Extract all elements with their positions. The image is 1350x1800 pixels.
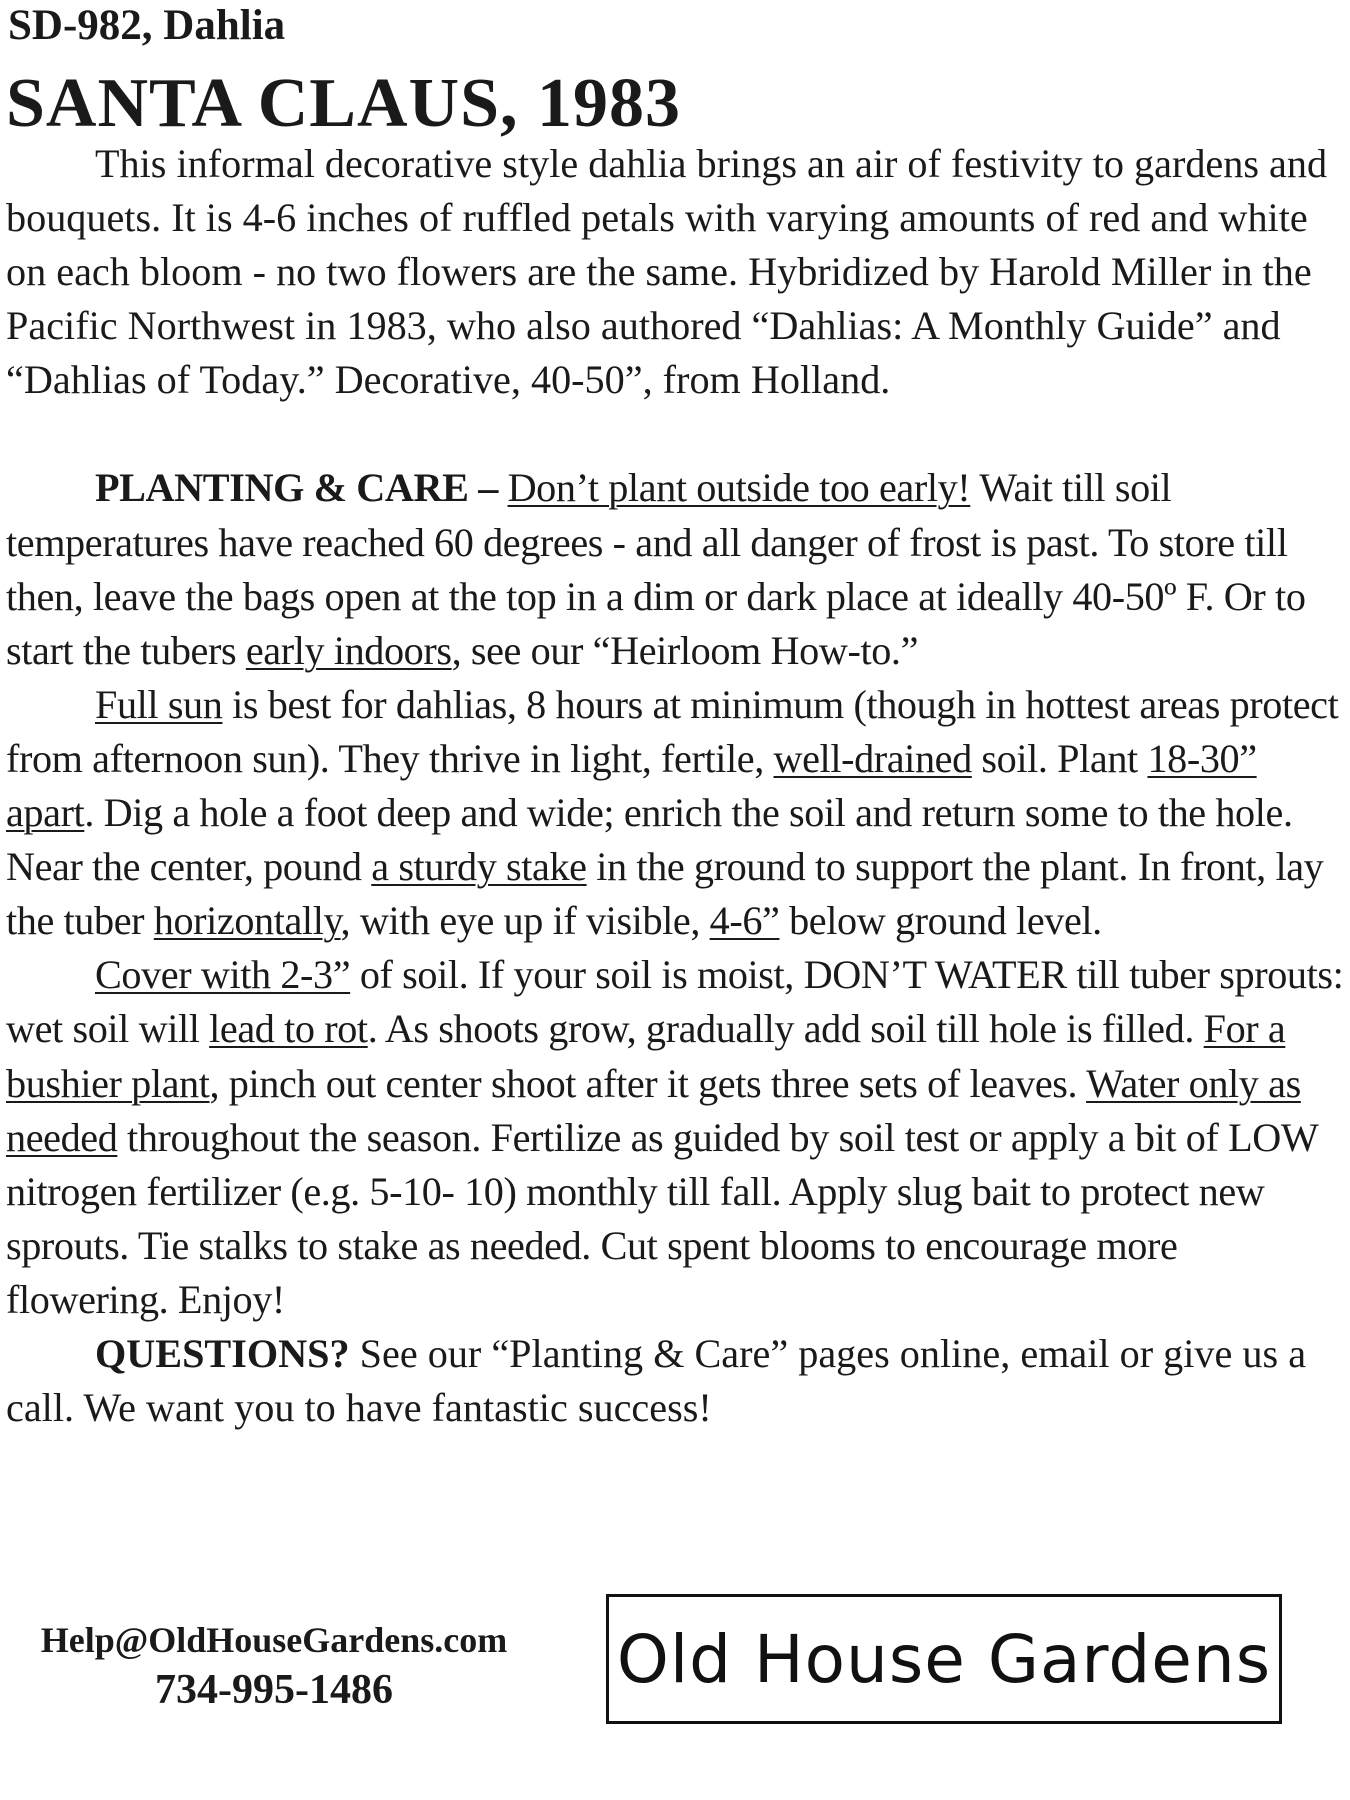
sun-paragraph — [6, 678, 1346, 948]
description-body — [6, 137, 1346, 1435]
cover-term: Cover with 2-3” — [95, 952, 351, 998]
questions-text: See our “Planting & Care” pages online, email or give us a call. We want you to have fantastic success! — [6, 1330, 1307, 1431]
planting-text-2: , see our “Heirloom How-to.” — [451, 627, 919, 673]
planting-paragraph — [6, 461, 1346, 677]
questions-paragraph — [6, 1327, 1346, 1435]
cover-text-2: . As shoots grow, gradually add soil till hole is filled. — [367, 1006, 1204, 1052]
intro-paragraph — [6, 137, 1346, 407]
sun-text-5: , with eye up if visible, — [340, 898, 710, 944]
cover-text-4: throughout the season. Fertilize as guided by soil test or apply a bit of LOW nitrogen fertilizer (e.g. 5-10- 10) monthly till fall. Apply slug bait to protect new sprouts. Tie stalks to stake as needed. Cut spent blooms to encourage more flowering. Enjoy! — [6, 1114, 1318, 1322]
intro-text: This informal decorative style dahlia brings an air of festivity to gardens and bouquets. It is 4-6 inches of ruffled petals with varying amounts of red and white on each bloom - no two flowers are the same. Hybridized by Harold Miller in the Pacific Northwest in 1983, who also authored “Dahlias: A Monthly Guide” and “Dahlias of Today.” Decorative, 40-50”, from Holland. — [6, 141, 1328, 403]
cover-text-3: , pinch out center shoot after it gets three sets of leaves. — [209, 1060, 1087, 1106]
cover-paragraph — [6, 948, 1346, 1327]
rot-term: lead to rot — [209, 1006, 368, 1052]
brand-logo-text: Old House Gardens — [616, 1620, 1272, 1698]
planting-heading: PLANTING & CARE – — [95, 465, 498, 511]
brand-logo — [606, 1594, 1282, 1724]
contact-email[interactable]: Help@OldHouseGardens.com — [40, 1620, 508, 1660]
sun-text-2: soil. Plant — [971, 735, 1148, 781]
depth-term: 4-6” — [709, 898, 780, 944]
product-code: SD-982, Dahlia — [8, 2, 286, 49]
full-sun-term: Full sun — [95, 681, 223, 727]
bushier-term: For a bushier plant — [6, 1006, 1286, 1106]
sun-text-6: below ground level. — [779, 898, 1102, 944]
stake-term: a sturdy stake — [371, 844, 587, 890]
sun-text-4: in the ground to support the plant. In front, lay the tuber — [6, 844, 1324, 944]
contact-block — [8, 1615, 540, 1715]
questions-heading: QUESTIONS? — [95, 1330, 350, 1376]
sun-text-1: is best for dahlias, 8 hours at minimum (though in hottest areas protect from afternoon sun). They thrive in light, fertile, — [6, 681, 1339, 781]
planting-warning: Don’t plant outside too early! — [507, 465, 971, 511]
water-term: Water only as needed — [6, 1060, 1301, 1160]
page-title: SANTA CLAUS, 1983 — [6, 65, 681, 142]
horizontally-term: horizontally — [153, 898, 341, 944]
spacing-term: 18-30” apart — [6, 735, 1257, 836]
early-indoors-link[interactable]: early indoors — [245, 627, 452, 673]
sun-text-3: . Dig a hole a foot deep and wide; enrich the soil and return some to the hole. Near the center, pound — [6, 790, 1293, 890]
well-drained-term: well-drained — [773, 735, 972, 781]
cover-text-1: of soil. If your soil is moist, DON’T WATER till tuber sprouts: wet soil will — [6, 952, 1344, 1052]
contact-phone: 734-995-1486 — [155, 1667, 393, 1713]
planting-text-1: Wait till soil temperatures have reached 60 degrees - and all danger of frost is past. To store till then, leave the bags open at the top in a dim or dark place at ideally 40-50º F. Or to start the tubers — [6, 465, 1306, 673]
